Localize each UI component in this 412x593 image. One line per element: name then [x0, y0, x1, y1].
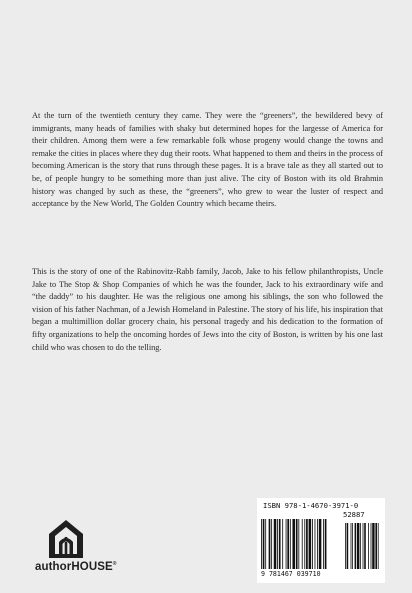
- barcode-bar: [304, 519, 305, 569]
- barcode-bar: [282, 519, 283, 569]
- addon-bar: [363, 523, 364, 569]
- addon-bar: [378, 523, 379, 569]
- barcode-bar: [315, 519, 316, 569]
- addon-code: 52887: [343, 510, 365, 519]
- barcode-bars: [261, 519, 381, 569]
- barcode-bar: [290, 519, 291, 569]
- barcode-bar: [274, 519, 277, 569]
- barcode-bar: [269, 519, 271, 569]
- addon-bar: [352, 523, 353, 569]
- barcode-bar: [298, 519, 299, 569]
- barcode-bar: [271, 519, 272, 569]
- barcode-bar: [287, 519, 289, 569]
- barcode-bar: [319, 519, 322, 569]
- addon-bar: [345, 523, 346, 569]
- barcode-bar: [325, 519, 327, 569]
- addon-bar: [371, 523, 372, 569]
- blurb-paragraph-1: At the turn of the twentieth century they came. They were the “greeners”, the bewildered bevy of immigrants, many heads of families with shaky but determined hopes for the largesse of America for their children. Among them were a few remarkable folk whose progeny would change the towns and remake the cities in places where they dug their roots. What happened to them and theirs in the process of becoming American is the story that runs through these pages. It is a brave tale as they all started out to be, of people hungry to be something more than just alive. The city of Boston with its old Brahmin history was changed by such as these, the “greeners”, who grew to wear the luster of respect and acceptance by the New World, The Golden Country which became theirs.: [32, 111, 383, 209]
- barcode-bar: [309, 519, 312, 569]
- addon-bar: [375, 523, 377, 569]
- addon-bar: [357, 523, 359, 569]
- barcode-bar: [261, 519, 262, 569]
- isbn-barcode: [257, 498, 385, 583]
- addon-bar: [351, 523, 352, 569]
- barcode-bar: [263, 519, 265, 569]
- addon-bar: [372, 523, 374, 569]
- publisher-logo: [35, 518, 125, 580]
- barcode-bar: [265, 519, 266, 569]
- barcode-bar: [292, 519, 295, 569]
- barcode-bar: [296, 519, 298, 569]
- addon-bar: [368, 523, 369, 569]
- house-logo-icon: [47, 518, 85, 560]
- blurb-paragraph-2: This is the story of one of the Rabinovitz-Rabb family, Jacob, Jake to his fellow philanthropists, Uncle Jake to The Stop & Shop Companies of which he was the founder, Jack to his extraordinary wife and “the daddy” to his daughter. He was the religious one among his siblings, the son who followed the vision of his father Nachman, of a Jewish Homeland in Palestine. The story of his life, his inspiration that began a multimillion dollar grocery chain, his personal tragedy and his dedication to the formation of fifty organizations to help the oncoming hordes of Jews into the city of Boston, is written by his one last child who was chosen to do the telling.: [32, 267, 383, 352]
- barcode-bar: [279, 519, 281, 569]
- isbn-label: ISBN 978-1-4670-3971-0: [263, 501, 359, 510]
- addon-bar: [355, 523, 357, 569]
- barcode-bar: [277, 519, 278, 569]
- publisher-name: authorHOUSE®: [35, 561, 117, 573]
- barcode-bar: [306, 519, 308, 569]
- barcode-bar: [317, 519, 318, 569]
- barcode-bar: [323, 519, 324, 569]
- addon-bar: [347, 523, 349, 569]
- barcode-bar: [302, 519, 303, 569]
- barcode-bar: [286, 519, 287, 569]
- barcode-bar: [312, 519, 313, 569]
- barcode-number: 9 781467 039710: [261, 570, 321, 578]
- addon-bar: [364, 523, 366, 569]
- addon-bar: [360, 523, 361, 569]
